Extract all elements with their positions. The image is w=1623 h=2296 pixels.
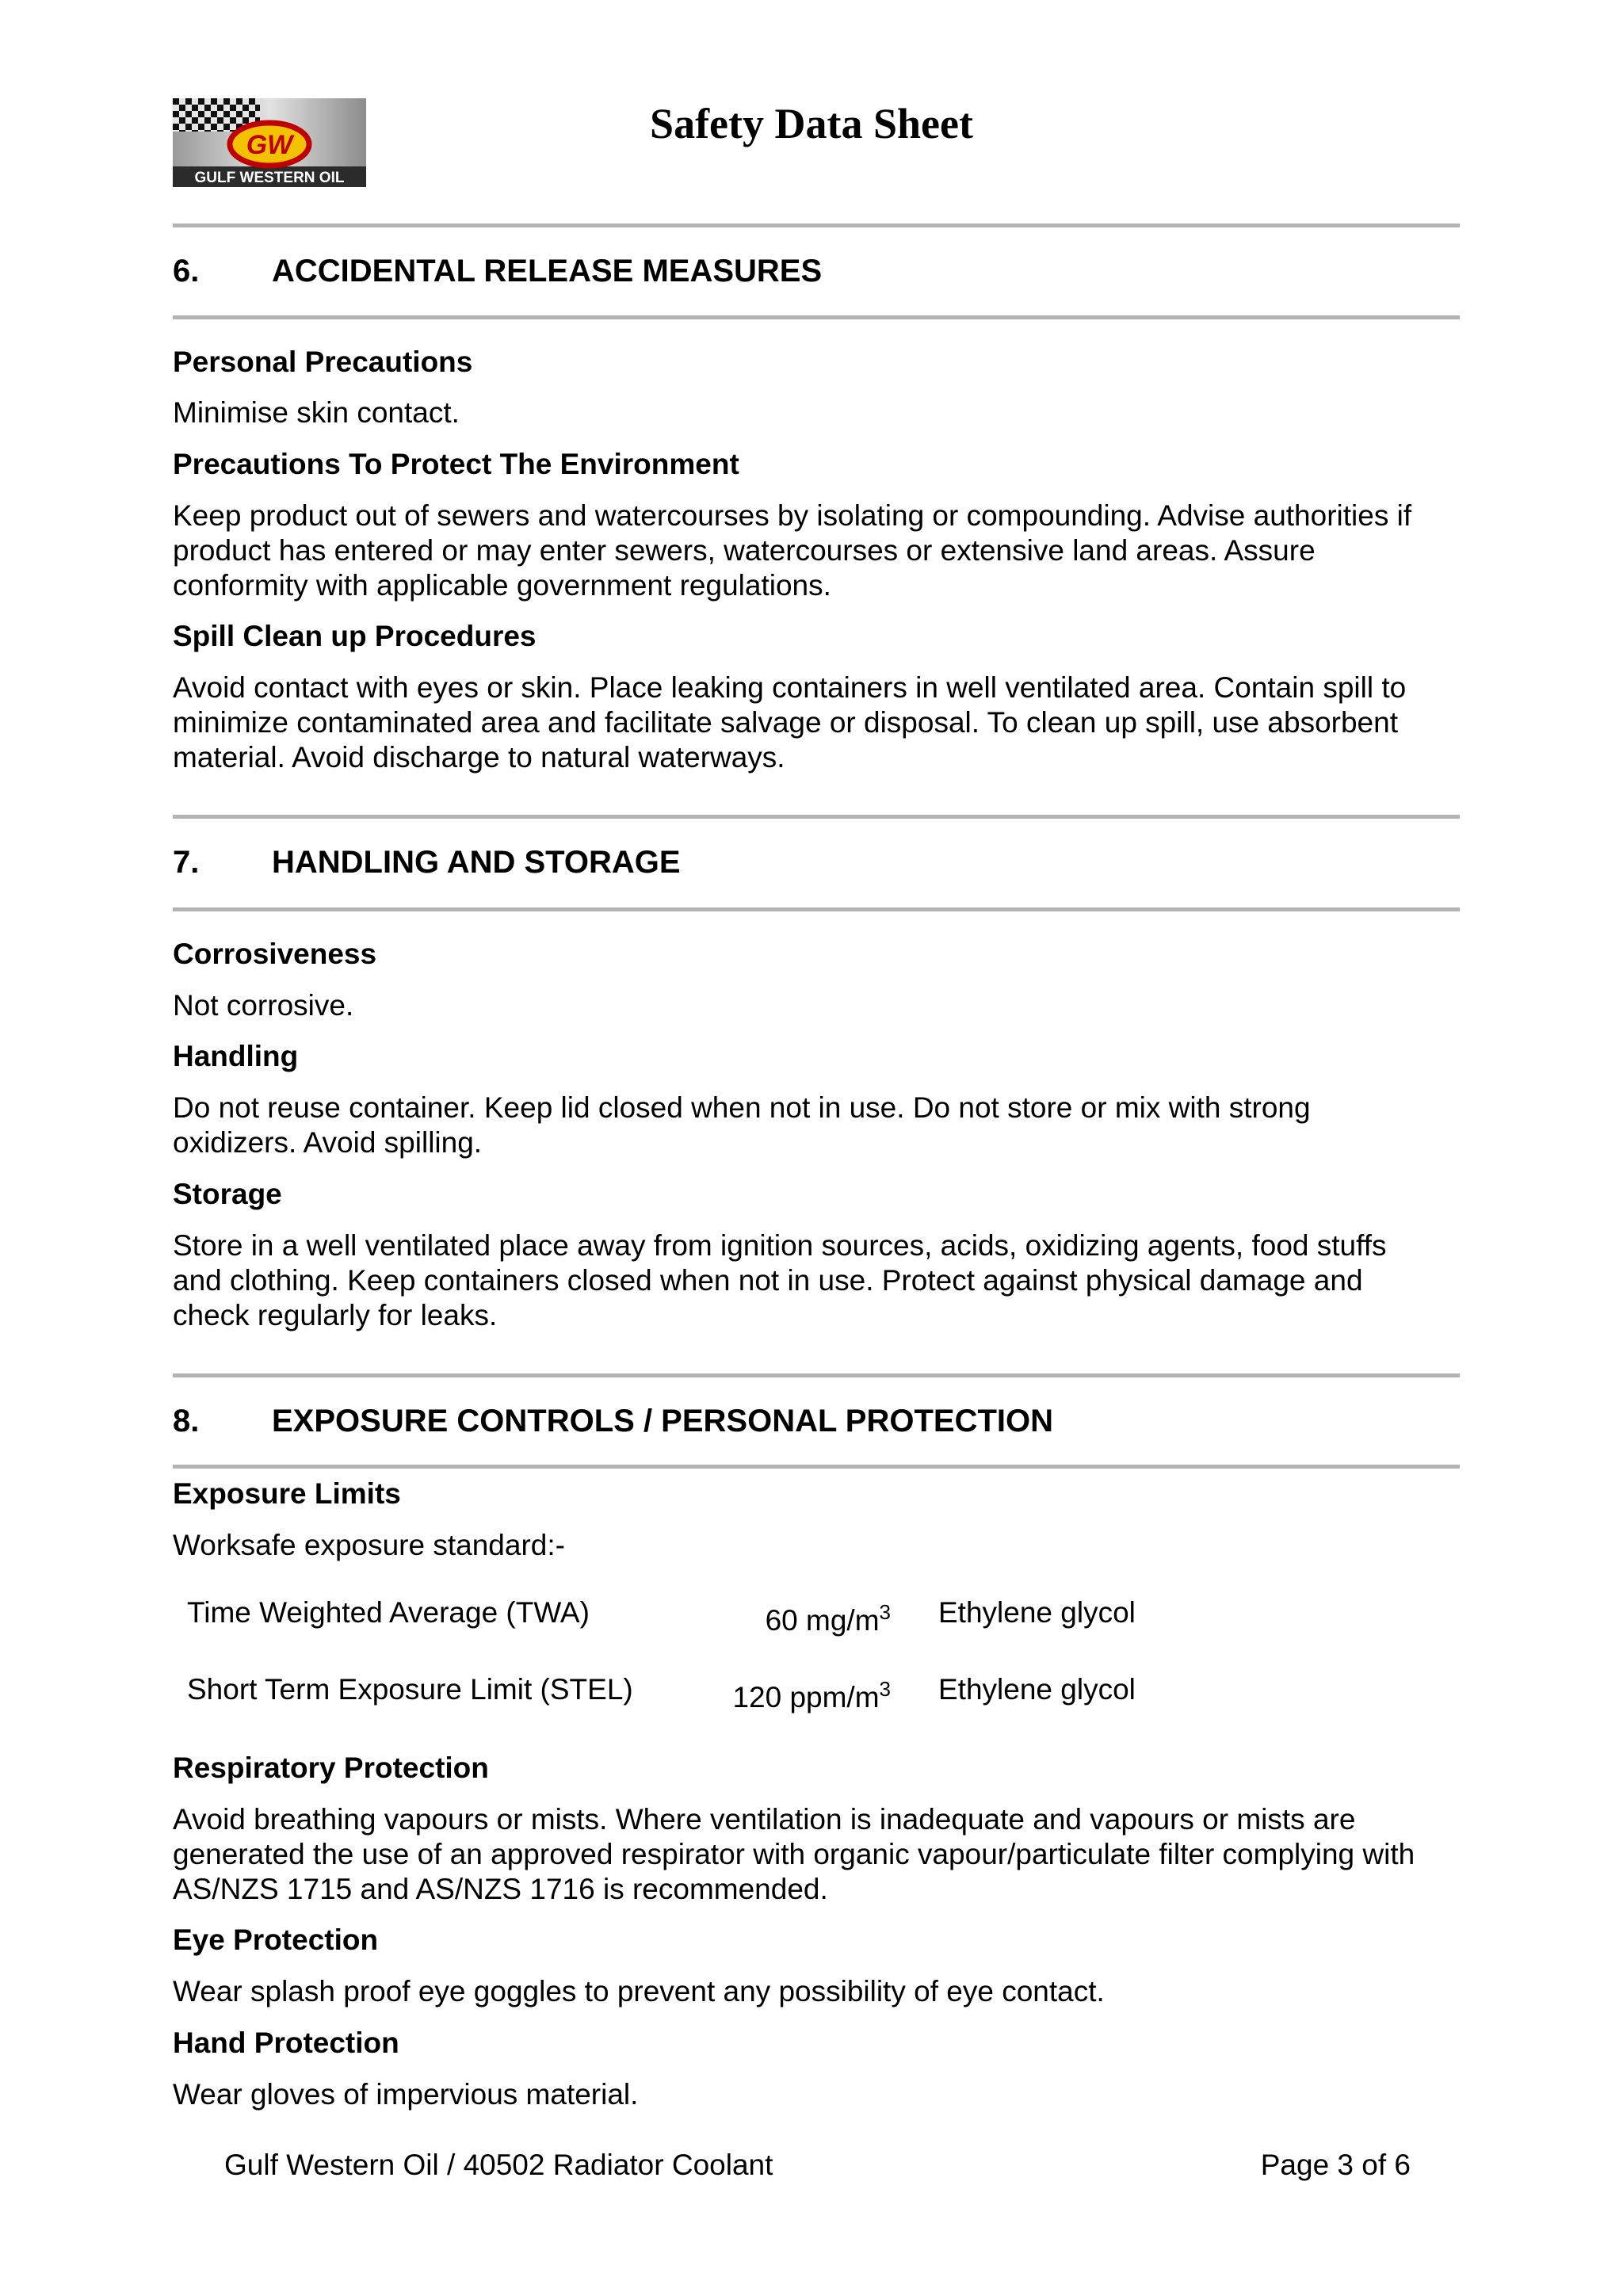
exposure-limits-intro: Worksafe exposure standard:- (173, 1529, 565, 1561)
environment-line-3: conformity with applicable government regulations. (173, 569, 831, 602)
divider (173, 315, 1460, 319)
environment-line-2: product has entered or may enter sewers, watercourses or extensive land areas. Assure (173, 534, 1316, 567)
footer-page-number: Page 3 of 6 (1260, 2149, 1411, 2181)
respiratory-protection-line-2: generated the use of an approved respirator with organic vapour/particulate filter complying with (173, 1838, 1415, 1870)
divider (173, 1465, 1460, 1469)
handling-heading: Handling (173, 1040, 299, 1072)
respiratory-protection-heading: Respiratory Protection (173, 1752, 489, 1784)
storage-line-2: and clothing. Keep containers closed when not in use. Protect against physical damage and (173, 1264, 1363, 1297)
eye-protection-heading: Eye Protection (173, 1924, 379, 1956)
section-6-title: ACCIDENTAL RELEASE MEASURES (272, 254, 823, 288)
hand-protection-text: Wear gloves of impervious material. (173, 2078, 639, 2111)
logo-wordmark: GULF WESTERN OIL (194, 170, 345, 186)
storage-line-3: check regularly for leaks. (173, 1299, 498, 1331)
personal-precautions-text: Minimise skin contact. (173, 396, 460, 429)
storage-line-1: Store in a well ventilated place away from ignition sources, acids, oxidizing agents, food stuffs (173, 1229, 1387, 1262)
corrosiveness-text: Not corrosive. (173, 989, 354, 1022)
section-7-title: HANDLING AND STORAGE (272, 845, 681, 880)
spill-cleanup-line-3: material. Avoid discharge to natural waterways. (173, 741, 785, 774)
divider (173, 907, 1460, 911)
exposure-value: 120 ppm/$m^3$ (732, 1677, 891, 1713)
logo-initials: GW (246, 130, 293, 160)
exposure-substance: Ethylene glycol (938, 1596, 1136, 1629)
respiratory-protection-line-1: Avoid breathing vapours or mists. Where ventilation is inadequate and vapours or mists are (173, 1803, 1356, 1836)
exposure-substance: Ethylene glycol (938, 1673, 1136, 1706)
section-6-number: 6. (173, 254, 200, 288)
section-7-number: 7. (173, 845, 200, 880)
divider (173, 815, 1460, 819)
storage-heading: Storage (173, 1178, 282, 1210)
section-8-title: EXPOSURE CONTROLS / PERSONAL PROTECTION (272, 1404, 1054, 1438)
divider (173, 223, 1460, 227)
exposure-label: Short Term Exposure Limit (STEL) (187, 1673, 633, 1706)
environment-line-1: Keep product out of sewers and watercourses by isolating or compounding. Advise authorities if (173, 499, 1412, 532)
spill-cleanup-heading: Spill Clean up Procedures (173, 620, 537, 652)
section-8-number: 8. (173, 1404, 200, 1438)
exposure-limits-heading: Exposure Limits (173, 1477, 401, 1510)
corrosiveness-heading: Corrosiveness (173, 938, 377, 970)
spill-cleanup-line-2: minimize contaminated area and facilitate salvage or disposal. To clean up spill, use absorbent (173, 706, 1398, 739)
hand-protection-heading: Hand Protection (173, 2027, 399, 2059)
document-title: Safety Data Sheet (650, 100, 973, 147)
exposure-value: 60 $mg/m^3$ (765, 1600, 891, 1637)
environment-heading: Precautions To Protect The Environment (173, 448, 739, 480)
divider (173, 1373, 1460, 1377)
eye-protection-text: Wear splash proof eye goggles to prevent any possibility of eye contact. (173, 1975, 1105, 2008)
respiratory-protection-line-3: AS/NZS 1715 and AS/NZS 1716 is recommended. (173, 1873, 828, 1905)
personal-precautions-heading: Personal Precautions (173, 346, 473, 378)
handling-line-2: oxidizers. Avoid spilling. (173, 1126, 483, 1159)
footer-document-name: Gulf Western Oil / 40502 Radiator Coolant (224, 2149, 773, 2181)
spill-cleanup-line-1: Avoid contact with eyes or skin. Place leaking containers in well ventilated area. Contain spill to (173, 671, 1407, 704)
exposure-label: Time Weighted Average (TWA) (187, 1596, 590, 1629)
handling-line-1: Do not reuse container. Keep lid closed when not in use. Do not store or mix with strong (173, 1091, 1311, 1124)
